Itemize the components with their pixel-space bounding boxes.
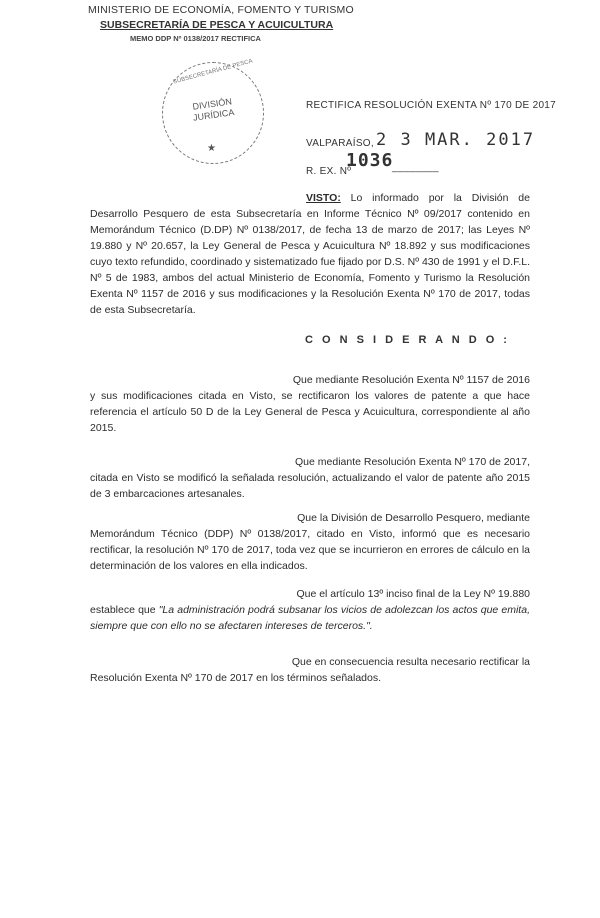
p4-body xyxy=(90,602,530,634)
p2-body: citada en Visto se modificó la señalada resolución, actualizando el valor de patente año 2015 de 3 embarcaciones artesanales. xyxy=(90,472,530,500)
p4-quote: "La administración podrá subsanar los vicios de adolezcan los actos que emita, siempre que con ello no se afectaren intereses de terceros.". xyxy=(90,604,530,632)
p3-body: Memorándum Técnico (DDP) Nº 0138/2017, citado en Visto, informó que es necesario rectificar, la resolución Nº 170 de 2017, toda vez que se incurrieron en errores de cálculo en la determinación de los valores en ella indicados. xyxy=(90,528,530,572)
date-stamp: 2 3 MAR. 2017 xyxy=(376,130,536,150)
visto-paragraph xyxy=(90,190,530,318)
memo-reference: MEMO DDP Nº 0138/2017 RECTIFICA xyxy=(130,34,261,43)
considerando-paragraph-5 xyxy=(90,654,530,686)
resolution-title: RECTIFICA RESOLUCIÓN EXENTA Nº 170 DE 2017 xyxy=(306,100,557,111)
division-juridica-stamp xyxy=(162,58,264,164)
considerando-paragraph-4 xyxy=(90,586,530,634)
star-icon: ★ xyxy=(207,143,216,154)
visto-lead: VISTO: xyxy=(306,192,341,204)
considerando-paragraph-2 xyxy=(90,454,530,502)
place-label: VALPARAÍSO, xyxy=(306,138,374,149)
stamp-center-text: DIVISIÓN JURÍDICA xyxy=(191,96,235,123)
p4-first-line: Que el artículo 13º inciso final de la Ley Nº 19.880 xyxy=(296,588,530,600)
rex-number: 1036 xyxy=(346,150,394,171)
p1-body: y sus modificaciones citada en Visto, se rectificaron los valores de patente a que hace referencia el artículo 50 D de la Ley General de Pesca y Acuicultura, correspondiente al año 2015. xyxy=(90,390,530,434)
stamp-ring-text: SUBSECRETARÍA DE PESCA xyxy=(172,58,254,86)
p4-plain: establece que xyxy=(90,604,159,616)
considerando-heading: C O N S I D E R A N D O : xyxy=(305,334,510,346)
rex-line: ________ xyxy=(392,162,439,173)
rex-label: R. EX. Nº xyxy=(306,166,352,177)
p5-body: Resolución Exenta Nº 170 de 2017 en los términos señalados. xyxy=(90,672,382,684)
p2-first-line: Que mediante Resolución Exenta Nº 170 de 2017, xyxy=(295,456,530,468)
considerando-paragraph-3 xyxy=(90,510,530,574)
p1-first-line: Que mediante Resolución Exenta Nº 1157 de 2016 xyxy=(292,374,530,386)
considerando-paragraph-1 xyxy=(90,372,530,436)
subsecretaria-name: SUBSECRETARÍA DE PESCA Y ACUICULTURA xyxy=(100,19,334,31)
ministry-name: MINISTERIO DE ECONOMÍA, FOMENTO Y TURISMO xyxy=(88,4,354,16)
visto-text: Lo informado por la División de Desarrollo Pesquero de esta Subsecretaría en Informe Técnico Nº 09/2017 contenido en Memorándum Técnico (D.DP) Nº 0138/2017, de fecha 13 de marzo de 2017; las Leyes Nº 19.880 y Nº 20.657, la Ley General de Pesca y Acuicultura Nº 18.892 y sus modificaciones cuyo texto refundido, coordinado y sistematizado fue fijado por D.S. Nº 430 de 1991 y el D.F.L. Nº 5 de 1983, ambos del actual Ministerio de Economía, Fomento y Turismo la Resolución Exenta Nº 1157 de 2016 y sus modificaciones y la Resolución Exenta Nº 170 de 2017, todas de esta Subsecretaría. xyxy=(90,192,530,316)
p5-first-line: Que en consecuencia resulta necesario rectificar la xyxy=(291,656,530,668)
p3-first-line: Que la División de Desarrollo Pesquero, mediante xyxy=(297,512,530,524)
